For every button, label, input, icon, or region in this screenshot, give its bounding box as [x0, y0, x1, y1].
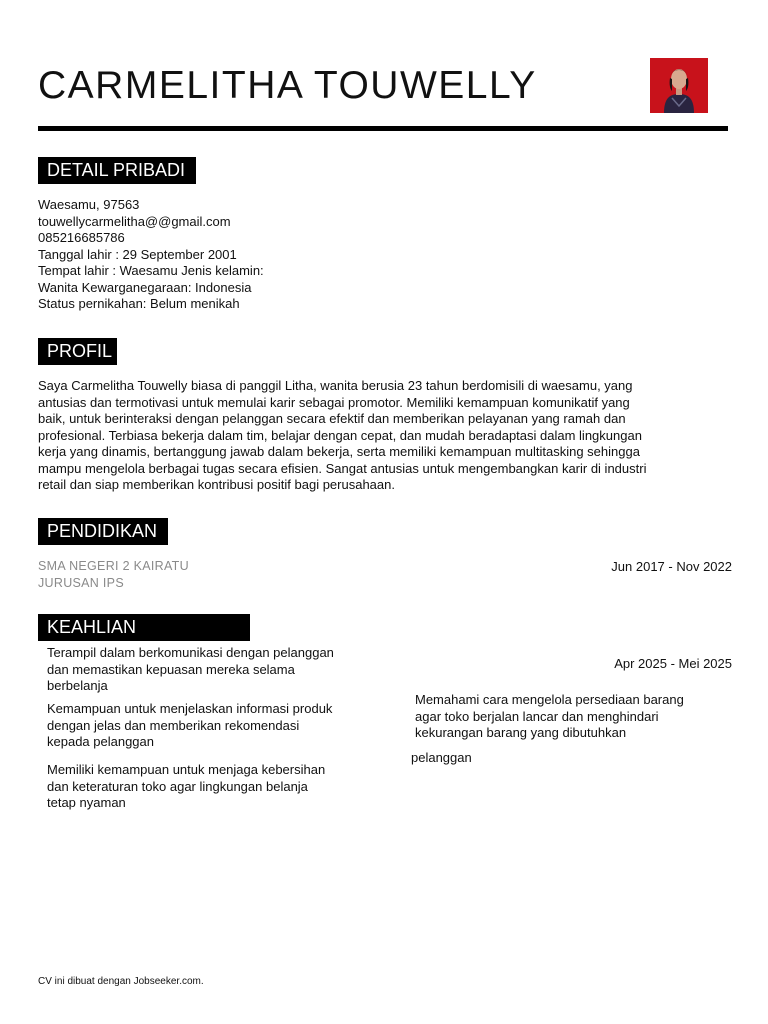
personal-detail-line: touwellycarmelitha@@gmail.com [38, 213, 231, 229]
skill-line: Memiliki kemampuan untuk menjaga kebersihan [47, 762, 326, 777]
education-period: Jun 2017 - Nov 2022 [611, 559, 732, 574]
skill-line: dengan jelas dan memberikan rekomendasi [47, 717, 300, 733]
skill-item [411, 750, 472, 767]
person-photo-icon [650, 58, 708, 113]
header-divider [38, 126, 728, 131]
section-heading-skills: KEAHLIAN [38, 614, 250, 641]
candidate-name: CARMELITHA TOUWELLY [38, 64, 537, 107]
profile-photo [650, 58, 708, 113]
education-school: SMA NEGERI 2 KAIRATU [38, 559, 189, 573]
skill-line: kekurangan barang yang dibutuhkan [415, 725, 627, 740]
personal-detail-line: Wanita Kewarganegaraan: Indonesia [38, 279, 252, 295]
section-heading-profile: PROFIL [38, 338, 117, 365]
profile-line: mampu mengelola berbagai tugas secara efisien. Sangat antusias untuk mengembangkan karir di industri [38, 460, 647, 476]
profile-line: Saya Carmelitha Touwelly biasa di panggil Litha, wanita berusia 23 tahun berdomisili di waesamu, yang [38, 378, 633, 393]
personal-detail-line: Tanggal lahir : 29 September 2001 [38, 246, 237, 262]
profile-line: antusias dan termotivasi untuk memulai karir sebagai promotor. Memiliki kemampuan komunikatif yang [38, 394, 630, 410]
skill-line: berbelanja [47, 678, 108, 693]
personal-detail-line: Tempat lahir : Waesamu Jenis kelamin: [38, 263, 264, 278]
profile-line: kerja yang dinamis, bertanggung jawab dalam bekerja, serta memiliki kemampuan multitasking sehingga [38, 444, 640, 459]
skill-line: agar toko berjalan lancar dan menghindari [415, 708, 659, 724]
skill-line: pelanggan [411, 750, 472, 765]
skill-line: tetap nyaman [47, 795, 126, 810]
section-heading-education: PENDIDIKAN [38, 518, 168, 545]
personal-detail-line: Waesamu, 97563 [38, 197, 140, 212]
skill-line: dan memastikan kepuasan mereka selama [47, 661, 295, 677]
education-major: JURUSAN IPS [38, 576, 124, 590]
personal-detail-line: Status pernikahan: Belum menikah [38, 296, 240, 311]
skill-line: dan keteraturan toko agar lingkungan belanja [47, 778, 308, 794]
profile-line: baik, untuk berinteraksi dengan pelanggan secara efektif dan memberikan pelayanan yang ramah dan [38, 411, 626, 426]
skill-line: Terampil dalam berkomunikasi dengan pelanggan [47, 645, 334, 660]
profile-line: retail dan siap memberikan kontribusi positif bagi perusahaan. [38, 477, 395, 492]
skill-line: Kemampuan untuk menjelaskan informasi produk [47, 701, 333, 716]
skill-item [47, 701, 332, 751]
profile-line: profesional. Terbiasa bekerja dalam tim, belajar dengan cepat, dan mudah beradaptasi dalam lingkungan [38, 427, 642, 443]
footer-note: CV ini dibuat dengan Jobseeker.com. [38, 976, 204, 987]
profile-summary [38, 378, 740, 494]
section-heading-personal: DETAIL PRIBADI [38, 157, 196, 184]
skill-item [411, 692, 684, 742]
skill-item [47, 762, 325, 812]
skill-item [47, 645, 334, 695]
personal-details [38, 197, 264, 313]
skill-line: kepada pelanggan [47, 734, 154, 749]
skill-line: Memahami cara mengelola persediaan barang [415, 692, 684, 707]
personal-detail-line: 085216685786 [38, 230, 125, 245]
skills-period: Apr 2025 - Mei 2025 [614, 656, 732, 671]
